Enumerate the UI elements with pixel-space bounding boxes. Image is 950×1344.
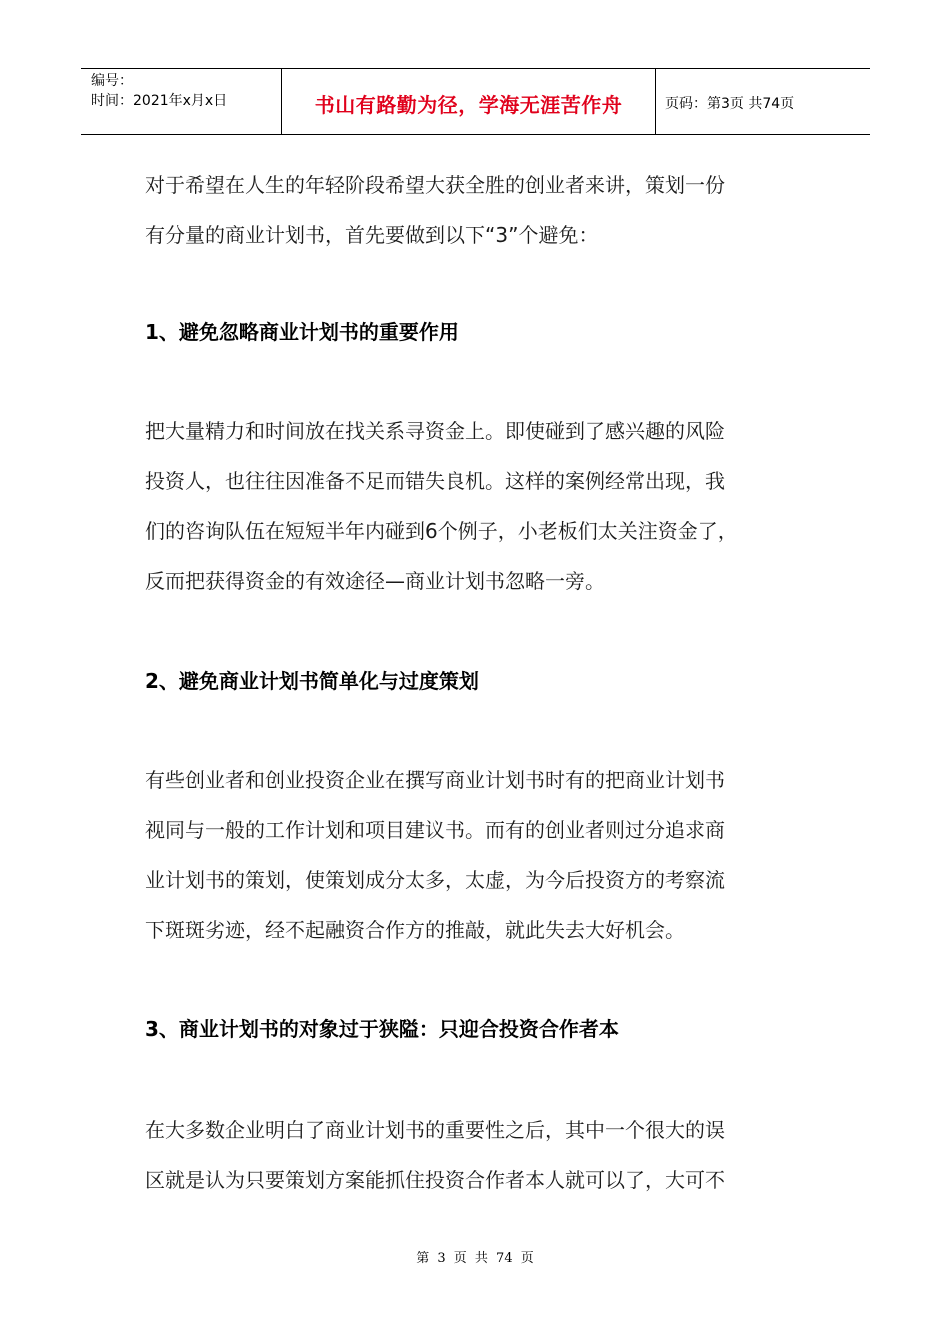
- paragraph-line: 有些创业者和创业投资企业在撰写商业计划书时有的把商业计划书: [145, 768, 725, 792]
- paragraph-line: 业计划书的策划，使策划成分太多，太虚，为今后投资方的考察流: [145, 868, 725, 892]
- section-2-paragraph: [145, 755, 825, 955]
- section-heading-3: 3、商业计划书的对象过于狭隘：只迎合投资合作者本: [145, 1017, 619, 1041]
- header-motto: 书山有路勤为径，学海无涯苦作舟: [314, 93, 623, 117]
- page-header: [81, 68, 870, 135]
- section-heading-2: 2、避免商业计划书简单化与过度策划: [145, 669, 479, 693]
- intro-line: 有分量的商业计划书，首先要做到以下“3”个避免：: [145, 223, 599, 247]
- section-3-paragraph: [145, 1105, 825, 1205]
- paragraph-line: 在大多数企业明白了商业计划书的重要性之后，其中一个很大的误: [145, 1118, 725, 1142]
- header-number-label: 编号：: [91, 73, 133, 89]
- paragraph-line: 反而把获得资金的有效途径—商业计划书忽略一旁。: [145, 569, 605, 593]
- page-footer: 第 3 页 共 74 页: [416, 1251, 534, 1266]
- paragraph-line: 视同与一般的工作计划和项目建议书。而有的创业者则过分追求商: [145, 818, 725, 842]
- paragraph-line: 投资人，也往往因准备不足而错失良机。这样的案例经常出现，我: [145, 469, 725, 493]
- intro-paragraph: [145, 160, 825, 260]
- header-meta: [91, 71, 227, 111]
- paragraph-line: 区就是认为只要策划方案能抓住投资合作者本人就可以了，大可不: [145, 1168, 725, 1192]
- paragraph-line: 把大量精力和时间放在找关系寻资金上。即使碰到了感兴趣的风险: [145, 419, 725, 443]
- section-1-paragraph: [145, 406, 825, 606]
- intro-line: 对于希望在人生的年轻阶段希望大获全胜的创业者来讲，策划一份: [145, 173, 725, 197]
- header-divider-right: [655, 69, 656, 135]
- paragraph-line: 下斑斑劣迹，经不起融资合作方的推敲，就此失去大好机会。: [145, 918, 685, 942]
- header-time-label: 时间：2021年x月x日: [91, 93, 228, 109]
- header-page-info: 页码：第3页 共74页: [665, 96, 795, 112]
- section-heading-1: 1、避免忽略商业计划书的重要作用: [145, 320, 459, 344]
- paragraph-line: 们的咨询队伍在短短半年内碰到6个例子，小老板们太关注资金了，: [145, 519, 738, 543]
